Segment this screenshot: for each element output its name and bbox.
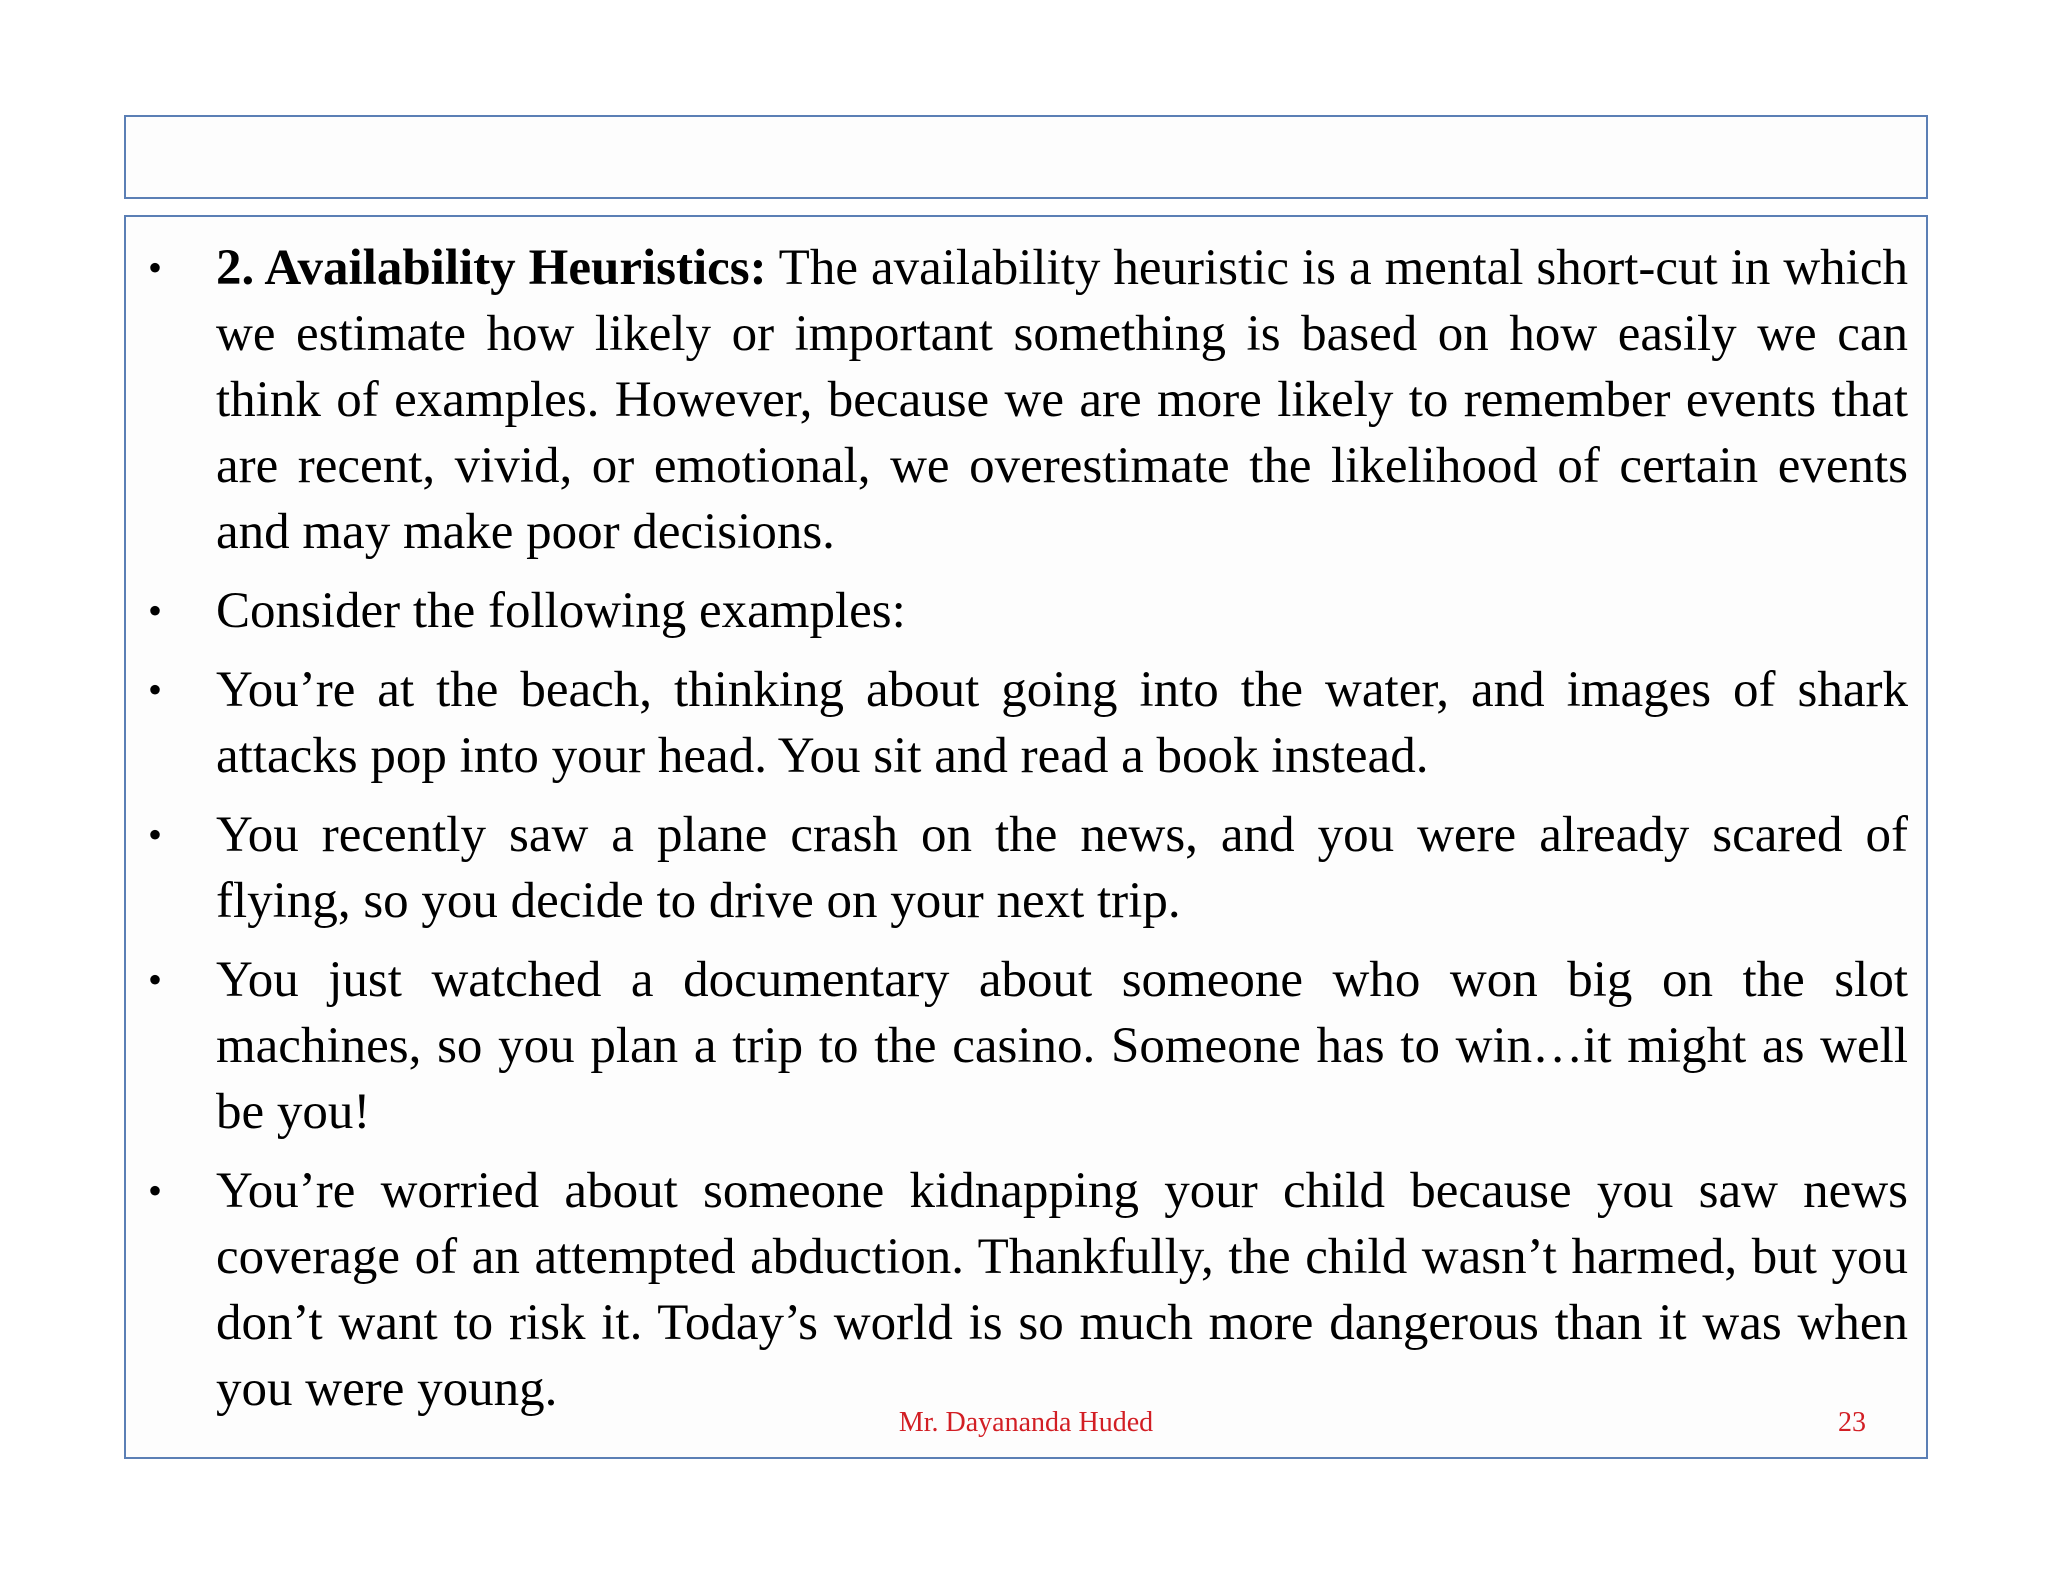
bullet-item-casino-example <box>148 947 1908 1145</box>
bullet-text: The availability heuristic is a mental short-cut in which we estimate how likely or important something is based on how easily we can think of examples. However, because we are more likely to remember events that are recent, vivid, or emotional, we overestimate the likelihood of certain events and may make poor decisions. <box>216 240 1908 560</box>
footer-author: Mr. Dayananda Huded <box>898 1407 1154 1438</box>
bullet-item-availability-heuristics <box>148 235 1908 565</box>
bullet-text: You’re worried about someone kidnapping your child because you saw news coverage of an attempted abduction. Thankfully, the child wasn’t harmed, but you don’t want to risk it. Today’s world is so much more dangerous than it was when you were young. <box>216 1163 1908 1417</box>
bullet-dot-icon: • <box>148 957 163 1002</box>
slide-title-box <box>124 115 1928 199</box>
bullet-dot-icon: • <box>148 588 163 633</box>
bullet-text: You’re at the beach, thinking about going into the water, and images of shark attacks pop into your head. You sit and read a book instead. <box>216 662 1908 784</box>
footer-page-number: 23 <box>1838 1407 1866 1438</box>
bullet-list <box>126 235 1926 1435</box>
bullet-dot-icon: • <box>148 667 163 712</box>
slide-content-box <box>124 215 1928 1459</box>
bullet-item-kidnapping-example <box>148 1158 1908 1422</box>
bullet-dot-icon: • <box>148 1168 163 1213</box>
bullet-text: Consider the following examples: <box>216 583 906 639</box>
bullet-text: You just watched a documentary about someone who won big on the slot machines, so you plan a trip to the casino. Someone has to win…it might as well be you! <box>216 952 1908 1140</box>
bullet-text: You recently saw a plane crash on the news, and you were already scared of flying, so you decide to drive on your next trip. <box>216 807 1908 929</box>
bullet-item-beach-example <box>148 657 1908 789</box>
bullet-dot-icon: • <box>148 245 163 290</box>
bullet-term: 2. Availability Heuristics: <box>216 240 767 296</box>
bullet-item-consider-examples <box>148 578 1908 644</box>
bullet-dot-icon: • <box>148 812 163 857</box>
bullet-item-plane-example <box>148 802 1908 934</box>
